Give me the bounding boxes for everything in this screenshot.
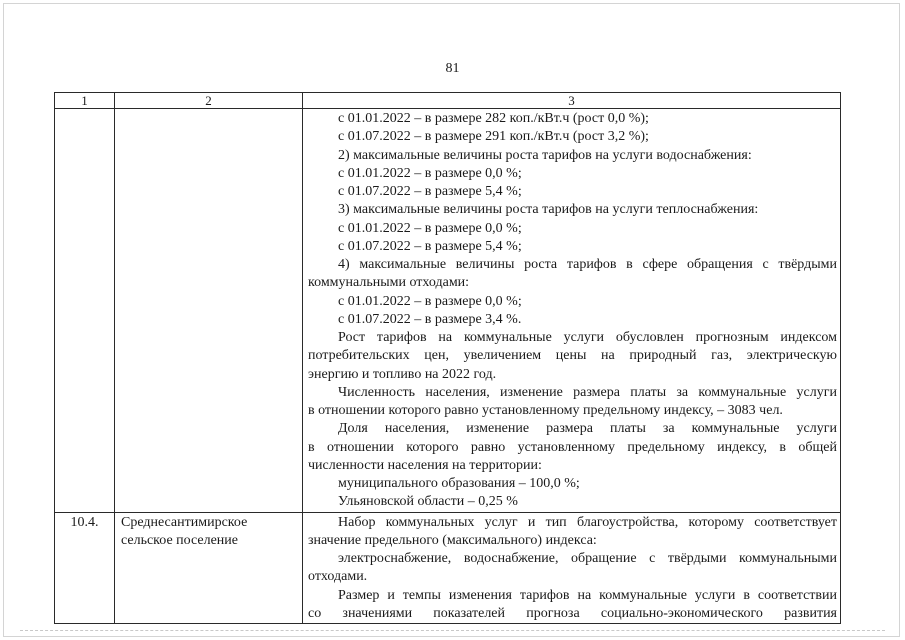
text-line: Размер и темпы изменения тарифов на коммунальные услуги в соответствии — [338, 587, 837, 603]
column-header-3: 3 — [303, 93, 841, 109]
text-line: с 01.07.2022 – в размере 5,4 %; — [338, 184, 522, 199]
tariff-table — [54, 92, 841, 624]
text-line: с 01.07.2022 – в размере 5,4 %; — [338, 238, 522, 254]
table-row — [55, 512, 841, 624]
text-line: потребительских цен, увеличением цены на природный газ, электрическую — [308, 348, 837, 364]
settlement-name-line: сельское поселение — [121, 532, 238, 548]
text-line: 3) максимальные величины роста тарифов на услуги теплоснабжения: — [338, 202, 759, 218]
text-line: коммунальными отходами: — [308, 275, 470, 291]
row1-text-cell — [303, 109, 841, 513]
text-line: отходами. — [308, 569, 368, 585]
text-line: со значениями показателей прогноза социально-экономического развития — [308, 605, 837, 621]
row2-settlement-cell — [115, 512, 303, 624]
table-header-row — [55, 93, 841, 109]
text-line: муниципального образования – 100,0 %; — [338, 476, 580, 491]
row1-number-cell — [55, 109, 115, 513]
table-row — [55, 109, 841, 513]
column-header-2: 2 — [115, 93, 303, 109]
row1-settlement-cell — [115, 109, 303, 513]
column-header-1: 1 — [55, 93, 115, 109]
text-line: в отношении которого равно установленному предельному индексу, – 3083 чел. — [308, 403, 783, 418]
text-line: в отношении которого равно установленному предельному индексу, в общей — [308, 439, 837, 455]
text-line: Ульяновской области – 0,25 % — [338, 494, 518, 510]
text-line: с 01.01.2022 – в размере 0,0 %; — [338, 220, 522, 236]
row2-text-cell — [303, 512, 841, 624]
text-line: с 01.01.2022 – в размере 282 коп./кВт.ч (рост 0,0 %); — [338, 111, 649, 126]
text-line: Численность населения, изменение размера платы за коммунальные услуги — [338, 384, 837, 400]
text-line: 2) максимальные величины роста тарифов на услуги водоснабжения: — [338, 147, 752, 163]
text-line: с 01.01.2022 – в размере 0,0 %; — [338, 165, 522, 181]
settlement-name-line: Среднесантимирское — [121, 514, 248, 530]
row2-number-cell: 10.4. — [55, 512, 115, 624]
text-line: энергию и топливо на 2022 год. — [308, 366, 497, 382]
text-line: Набор коммунальных услуг и тип благоустройства, которому соответствует — [338, 514, 837, 530]
text-line: Рост тарифов на коммунальные услуги обусловлен прогнозным индексом — [338, 330, 837, 345]
page-number: 81 — [445, 61, 460, 76]
text-line: значение предельного (максимального) индекса: — [308, 532, 597, 548]
text-line: Доля населения, изменение размера платы за коммунальные услуги — [338, 421, 837, 437]
text-line: электроснабжение, водоснабжение, обращение с твёрдыми коммунальными — [338, 551, 837, 566]
text-line: с 01.07.2022 – в размере 291 коп./кВт.ч (рост 3,2 %); — [338, 129, 649, 145]
scan-bottom-rule — [20, 630, 885, 631]
text-line: численности населения на территории: — [308, 457, 542, 473]
text-line: с 01.01.2022 – в размере 0,0 %; — [338, 293, 522, 309]
text-line: 4) максимальные величины роста тарифов в сфере обращения с твёрдыми — [338, 257, 837, 272]
text-line: с 01.07.2022 – в размере 3,4 %. — [338, 311, 522, 327]
